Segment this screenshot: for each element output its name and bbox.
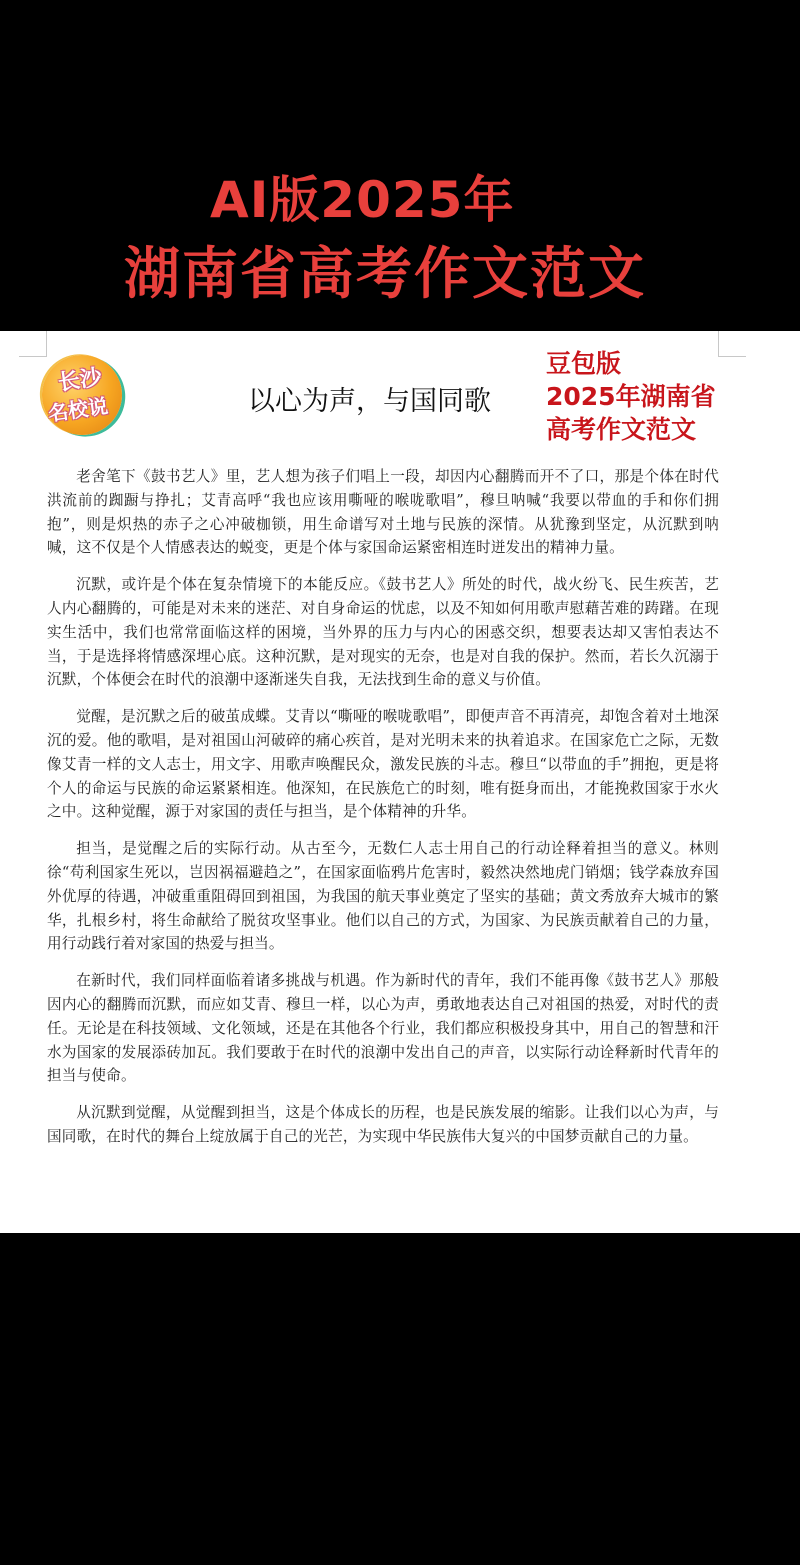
essay-paragraph: 从沉默到觉醒，从觉醒到担当，这是个体成长的历程，也是民族发展的缩影。让我们以心为声，与国同歌，在时代的舞台上绽放属于自己的光芒，为实现中华民族伟大复兴的中国梦贡献自己的力量。 — [47, 1104, 719, 1145]
edition-line-3: 高考作文范文 — [546, 415, 697, 444]
banner-title-line-1: AI版2025年 — [210, 171, 515, 229]
crop-mark-left — [19, 331, 47, 357]
document-page — [0, 331, 800, 1233]
essay-paragraph: 担当，是觉醒之后的实际行动。从古至今，无数仁人志士用自己的行动诠释着担当的意义。林则徐“苟利国家生死以，岂因祸福避趋之”，在国家面临鸦片危害时，毅然决然地虎门销烟；钱学森放弃国外优厚的待遇，冲破重重阻碍回到祖国，为我国的航天事业奠定了坚实的基础；黄文秀放弃大城市的繁华，扎根乡村，将生命献给了脱贫攻坚事业。他们以自己的方式，为国家、为民族贡献着自己的力量，用行动践行着对家国的热爱与担当。 — [47, 840, 719, 953]
edition-label — [546, 347, 716, 446]
crop-mark-right — [718, 331, 746, 357]
essay-paragraph: 觉醒，是沉默之后的破茧成蝶。艾青以“嘶哑的喉咙歌唱”，即便声音不再清亮，却饱含着对土地深沉的爱。他的歌唱，是对祖国山河破碎的痛心疾首，是对光明未来的执着追求。在国家危亡之际，无数像艾青一样的文人志士，用文字、用歌声唤醒民众，激发民族的斗志。穆旦“以带血的手”拥抱，更是将个人的命运与民族的命运紧紧相连。他深知，在民族危亡的时刻，唯有挺身而出，才能挽救国家于水火之中。这种觉醒，源于对家国的责任与担当，是个体精神的升华。 — [47, 708, 719, 821]
logo-text-line-1: 长沙 — [56, 365, 104, 397]
bottom-background — [0, 1233, 800, 1565]
top-banner — [0, 0, 800, 331]
essay-paragraph: 在新时代，我们同样面临着诸多挑战与机遇。作为新时代的青年，我们不能再像《鼓书艺人》那般因内心的翻腾而沉默，而应如艾青、穆旦一样，以心为声，勇敢地表达自己对祖国的热爱，对时代的责任。无论是在科技领域、文化领域，还是在其他各个行业，我们都应积极投身其中，用自己的智慧和汗水为国家的发展添砖加瓦。我们要敢于在时代的浪潮中发出自己的声音，以实际行动诠释新时代青年的担当与使命。 — [47, 972, 719, 1085]
essay-body — [47, 465, 719, 1162]
edition-line-2: 2025年湖南省 — [546, 382, 716, 411]
essay-paragraph: 沉默，或许是个体在复杂情境下的本能反应。《鼓书艺人》所处的时代，战火纷飞、民生疾苦，艺人内心翻腾的，可能是对未来的迷茫、对自身命运的忧虑，以及不知如何用歌声慰藉苦难的踌躇。在现实生活中，我们也常常面临这样的困境，当外界的压力与内心的困惑交织，想要表达却又害怕表达不当，于是选择将情感深埋心底。这种沉默，是对现实的无奈，也是对自我的保护。然而，若长久沉溺于沉默，个体便会在时代的浪潮中逐渐迷失自我，无法找到生命的意义与价值。 — [47, 576, 719, 689]
banner-title-line-2: 湖南省高考作文范文 — [124, 242, 646, 307]
edition-line-1: 豆包版 — [546, 349, 622, 378]
essay-paragraph: 老舍笔下《鼓书艺人》里，艺人想为孩子们唱上一段，却因内心翻腾而开不了口，那是个体在时代洪流前的踟蹰与挣扎；艾青高呼“我也应该用嘶哑的喉咙歌唱”，穆旦呐喊“我要以带血的手和你们拥抱”，则是炽热的赤子之心冲破枷锁，用生命谱写对土地与民族的深情。从犹豫到坚定，从沉默到呐喊，这不仅是个人情感表达的蜕变，更是个体与家国命运紧密相连时迸发出的精神力量。 — [47, 468, 719, 557]
logo-text-line-2: 名校说 — [46, 393, 110, 426]
school-logo-badge — [37, 350, 127, 440]
essay-title: 以心为声，与国同歌 — [248, 386, 491, 417]
